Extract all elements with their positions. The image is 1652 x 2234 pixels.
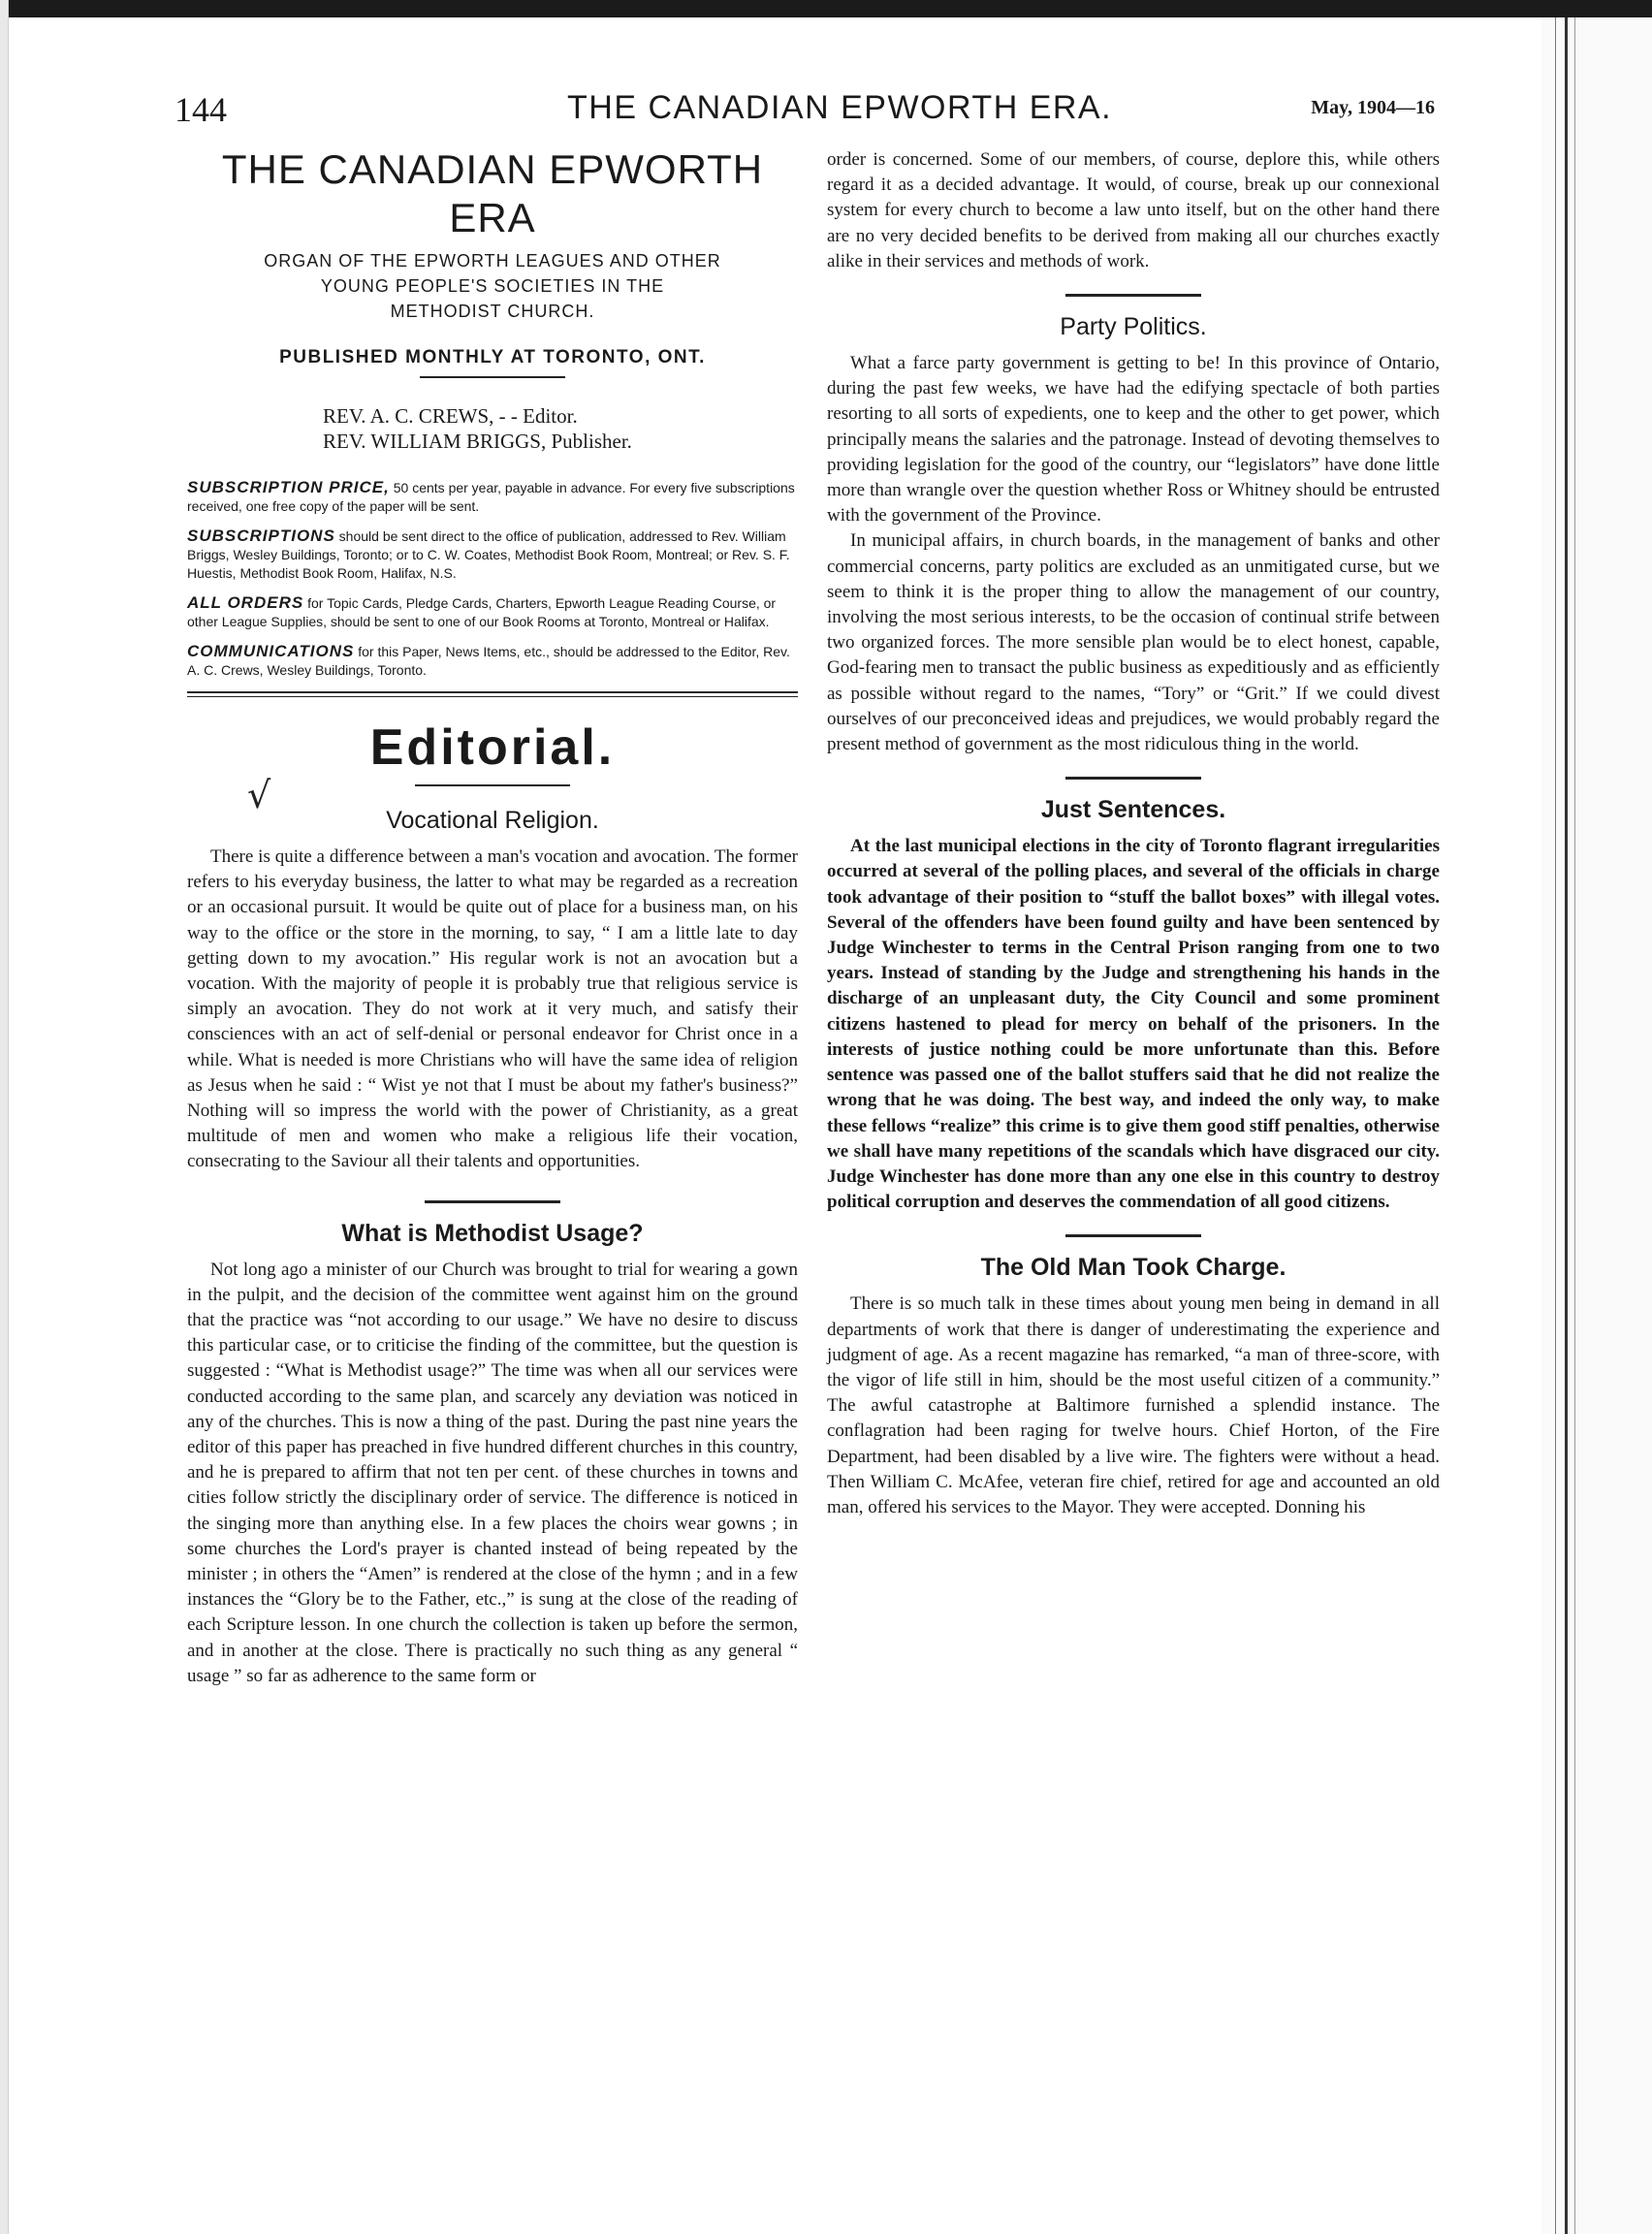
masthead-organ	[187, 248, 798, 324]
scan-left-edge	[0, 0, 9, 2234]
article-title: Vocational Religion.	[386, 807, 599, 834]
divider	[415, 784, 570, 786]
article-title: What is Methodist Usage?	[341, 1219, 644, 1247]
organ-line: ORGAN OF THE EPWORTH LEAGUES AND OTHER	[264, 251, 721, 271]
article-title: Just Sentences.	[1040, 796, 1226, 824]
publisher-line: REV. WILLIAM BRIGGS, Publisher.	[323, 430, 632, 453]
organ-line: METHODIST CHURCH.	[390, 302, 595, 321]
page-number: 144	[175, 90, 227, 129]
article-title: Party Politics.	[1060, 313, 1207, 341]
divider	[425, 1200, 560, 1203]
masthead-staff	[323, 403, 798, 454]
notice-all-orders: ALL ORDERS for Topic Cards, Pledge Cards, Charters, Epworth League Reading Course, or other League Supplies, should be sent to one of our Book Rooms at Toronto, Montreal or Halifax.	[187, 593, 777, 629]
right-column	[827, 147, 1440, 1520]
notice-communications: COMMUNICATIONS for this Paper, News Items, etc., should be addressed to the Editor, Rev. A. C. Crews, Wesley Buildings, Toronto.	[187, 642, 790, 678]
article-body: What a farce party government is getting to be! In this province of Ontario, during the past few weeks, we have had the edifying spectacle of both parties resorting to all sorts of expedients, one to keep and the other to get power, which principally means the salaries and the patronage. Instead of devoting themselves to providing legislation for the good of the country, our “legislators” have done little more than wrangle over the question whether Ross or Whitney should be entrusted with the government of the Province.	[827, 353, 1440, 527]
divider	[187, 691, 798, 697]
left-column	[187, 145, 798, 1689]
article-body-continued: order is concerned. Some of our members, of course, deplore this, while others regard it as a decided advantage. It would, of course, break up our connexional system for every church to become a law unto itself, but on the other hand there are no very decided benefits to be derived from making all our churches exactly alike in their services and methods of work.	[827, 149, 1440, 271]
article-body: Not long ago a minister of our Church was brought to trial for wearing a gown in the pulpit, and the decision of the committee went against him on the ground that the practice was “not according to our usage.” We have no desire to discuss this particular case, or to criticise the finding of the committee, but the question is suggested : “What is Methodist usage?” The time was when all our services were conducted according to the same plan, and scarcely any deviation was noticed in any of the churches. This is now a thing of the past. During the past nine years the editor of this paper has preached in five hundred different churches in this country, and he is prepared to affirm that not ten per cent. of these churches in towns and cities follow strictly the disciplinary order of service. The difference is noticed in the singing more than anything else. In a few places the choirs wear gowns ; in some churches the Lord's prayer is chanted instead of being repeated by the minister ; in others the “Amen” is rendered at the close of the hymn ; and in a few instances the “Glory be to the Father, etc.,” is sung at the close of the reading of each Scripture lesson. In one church the collection is taken up before the sermon, and in another at the close. There is practically no such thing as any general “ usage ” so far as adherence to the same form or	[187, 1259, 798, 1686]
divider	[1065, 1234, 1201, 1237]
divider	[420, 376, 565, 378]
editor-line: REV. A. C. CREWS, - - Editor.	[323, 404, 578, 428]
article-body: There is so much talk in these times about young men being in demand in all departments of work that there is danger of underestimating the experience and judgment of age. As a recent magazine has remarked, “a man of three-score, with the vigor of life still in him, should be the most useful citizen of a community.” The awful catastrophe at Baltimore furnished a splendid instance. The conflagration had been raging for twelve hours. Chief Horton, of the Fire Department, had been disabled by a live wire. The fighters were without a head. Then William C. McAfee, veteran fire chief, retired for age and accounted an old man, offered his services to the Mayor. They were accepted. Donning his	[827, 1293, 1440, 1517]
divider	[1065, 777, 1201, 780]
notices	[187, 479, 798, 680]
published-line: PUBLISHED MONTHLY AT TORONTO, ONT.	[279, 347, 706, 367]
article-body: In municipal affairs, in church boards, in the management of banks and other commercial concerns, party politics are excluded as an unmitigated curse, but we seem to think it is the proper thing to allow the management of our country, involving the most serious interests, to be the occasion of continual strife between two organized forces. The more sensible plan would be to elect honest, capable, God-fearing men to transact the public business as expeditiously and as efficiently as possible without regard to the names, “Tory” or “Grit.” If we could divest ourselves of our preconceived ideas and prejudices, we would probably regard the present method of government as the most ridiculous thing in the world.	[827, 530, 1440, 755]
organ-line: YOUNG PEOPLE'S SOCIETIES IN THE	[320, 276, 665, 296]
article-body: There is quite a difference between a man's vocation and avocation. The former refers to his everyday business, the latter to what may be regarded as a recreation or an occasional pursuit. It would be quite out of place for a business man, on his way to the office or the store in the morning, to say, “ I am a little late to day getting down to my avocation.” His regular work is not an avocation but a vocation. With the majority of people it is probably true that religious service is simply an avocation. They do not work at it very much, and satisfy their consciences with an act of self-denial or personal endeavor for Christ once in a while. What is needed is more Christians who will have the same idea of religion as Jesus when he said : “ Wist ye not that I must be about my father's business?” Nothing will so impress the world with the power of Christianity, as a great multitude of men and women who make a religious life their vocation, consecrating to the Saviour all their talents and opportunities.	[187, 846, 798, 1172]
issue-date: May, 1904—16	[1311, 97, 1435, 118]
article-body: At the last municipal elections in the city of Toronto flagrant irregularities occurred at several of the polling places, and several of the officials in charge took advantage of their position to “stuff the ballot boxes” with illegal votes. Several of the offenders have been found guilty and have been sentenced by Judge Winchester to terms in the Central Prison ranging from one to two years. Instead of standing by the Judge and strengthening his hands in the discharge of an unpleasant duty, the City Council and some prominent citizens hastened to plead for mercy on behalf of the prisoners. In the interests of justice nothing could be more unfortunate than this. Before sentence was passed one of the ballot stuffers said that he did not realize the wrong that he was doing. The best way, and indeed the only way, to make these fellows “realize” this crime is to give them good stiff penalties, otherwise we shall have many repetitions of the scandals which have disgraced our city. Judge Winchester has done more than any one else in this country to destroy political corruption and deserves the commendation of all good citizens.	[827, 836, 1440, 1213]
masthead-title: THE CANADIAN EPWORTH ERA	[221, 146, 764, 240]
section-heading: Editorial.	[369, 719, 616, 776]
running-header	[175, 89, 1435, 138]
handwritten-checkmark: √	[247, 774, 271, 816]
notice-subscriptions: SUBSCRIPTIONS should be sent direct to the office of publication, addressed to Rev. William Briggs, Wesley Buildings, Toronto; or to C. W. Coates, Methodist Book Room, Montreal; or Rev. S. F. Huestis, Methodist Book Room, Halifax, N.S.	[187, 527, 790, 581]
divider	[1065, 294, 1201, 297]
page-binding-edge	[1541, 17, 1652, 2234]
article-title: The Old Man Took Charge.	[980, 1254, 1287, 1282]
journal-title: THE CANADIAN EPWORTH ERA.	[567, 89, 1113, 126]
scan-top-border	[0, 0, 1652, 17]
notice-subscription-price: SUBSCRIPTION PRICE, 50 cents per year, payable in advance. For every five subscriptions received, one free copy of the paper will be sent.	[187, 478, 795, 514]
